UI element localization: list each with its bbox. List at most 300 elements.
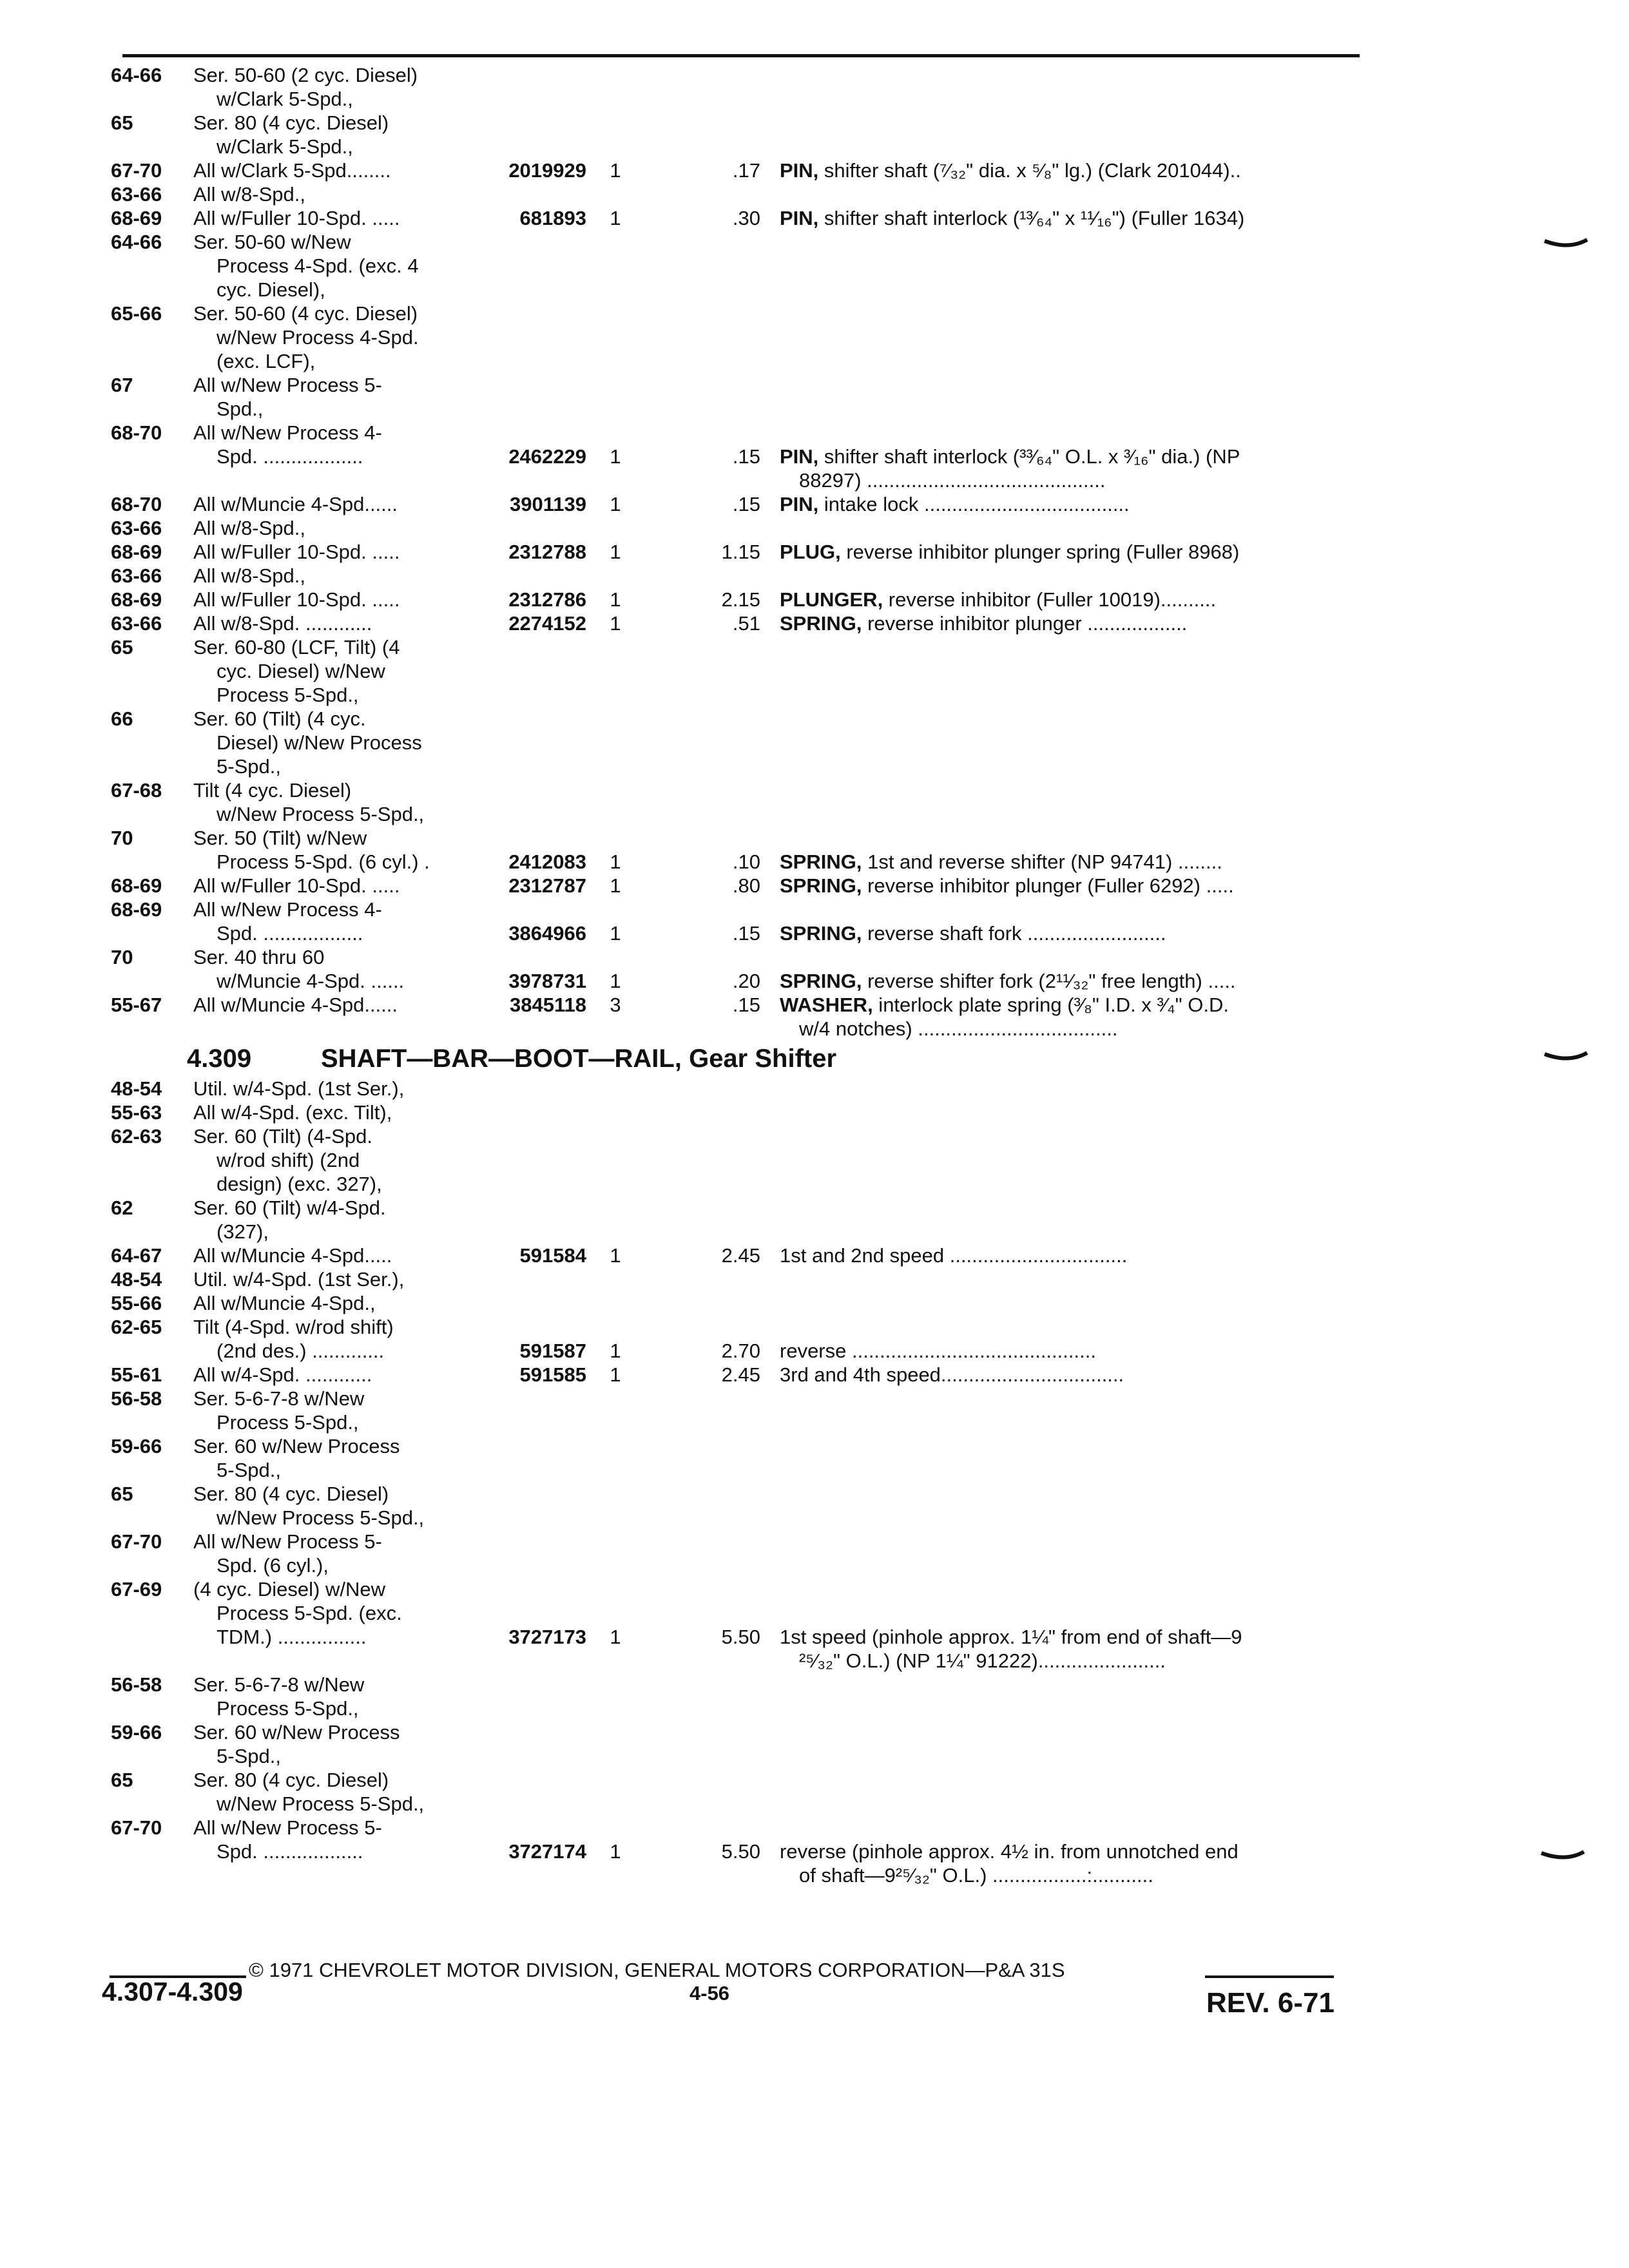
part-number: 591587: [519, 1340, 586, 1362]
model-years: 65: [111, 1483, 133, 1505]
quantity: 1: [610, 1363, 621, 1386]
part-row: [0, 325, 1629, 349]
description: [780, 850, 1222, 874]
application: Spd. ..................: [217, 922, 363, 945]
margin-mark-1: [1543, 236, 1588, 255]
application: design) (exc. 327),: [217, 1173, 382, 1195]
description: [780, 588, 1216, 611]
price: 5.50: [721, 1840, 760, 1863]
part-row: [0, 373, 1629, 397]
description-text: reverse shifter fork (2¹¹⁄₃₂" free length) .....: [862, 970, 1236, 992]
part-number: 2312786: [508, 588, 586, 611]
description-text: ²⁵⁄₃₂" O.L.) (NP 1¼" 91222).......................: [799, 1649, 1166, 1672]
application: All w/New Process 4-: [193, 898, 382, 921]
description-text: of shaft—9²⁵⁄₃₂" O.L.) .................:...........: [799, 1864, 1153, 1887]
application: w/Muncie 4-Spd. ......: [217, 970, 405, 992]
part-name: SPRING,: [780, 922, 862, 945]
part-row: [0, 1124, 1629, 1148]
application: Ser. 60 (Tilt) (4-Spd.: [193, 1125, 372, 1148]
description-text: reverse ............................................: [780, 1340, 1096, 1362]
model-years: 56-58: [111, 1673, 162, 1696]
part-row: [0, 588, 1629, 611]
part-number: 3901139: [510, 493, 586, 515]
application: (2nd des.) .............: [217, 1340, 385, 1362]
part-number: 3845118: [510, 994, 586, 1016]
application: All w/8-Spd.,: [193, 517, 306, 539]
section-number: 4.309: [187, 1044, 252, 1073]
description-text: 88297) ...........................................: [799, 469, 1106, 492]
application: Ser. 40 thru 60: [193, 946, 325, 968]
application: cyc. Diesel),: [217, 278, 325, 301]
price: .30: [732, 207, 760, 229]
application: All w/4-Spd. ............: [193, 1363, 372, 1386]
model-years: 62-63: [111, 1125, 162, 1148]
price: .51: [732, 612, 760, 635]
model-years: 65: [111, 1769, 133, 1791]
part-row: [0, 1363, 1629, 1387]
part-row: [0, 1077, 1629, 1100]
application: All w/Fuller 10-Spd. .....: [193, 541, 400, 563]
part-row: [0, 492, 1629, 516]
application: All w/Muncie 4-Spd.....: [193, 1244, 392, 1267]
part-name: PIN,: [780, 445, 819, 468]
description: [780, 1625, 1242, 1649]
application: All w/Fuller 10-Spd. .....: [193, 588, 400, 611]
part-row: [0, 159, 1629, 182]
part-row: [0, 1434, 1629, 1458]
quantity: 1: [610, 850, 621, 873]
application: All w/8-Spd.,: [193, 183, 306, 206]
model-years: 67: [111, 374, 133, 396]
part-row: [0, 1267, 1629, 1291]
part-row: [0, 1148, 1629, 1172]
description-text: reverse (pinhole approx. 4½ in. from unnotched end: [780, 1840, 1239, 1863]
part-name: PLUG,: [780, 541, 841, 563]
description: [799, 468, 1106, 492]
part-row: [0, 921, 1629, 945]
model-years: 64-66: [111, 64, 162, 86]
part-row: [0, 1387, 1629, 1410]
part-row: [0, 993, 1629, 1017]
part-row: [0, 731, 1629, 754]
model-years: 59-66: [111, 1435, 162, 1457]
part-row: [0, 826, 1629, 850]
section-title: SHAFT—BAR—BOOT—RAIL, Gear Shifter: [321, 1044, 837, 1073]
application: Ser. 50 (Tilt) w/New: [193, 827, 367, 849]
part-name: PIN,: [780, 159, 819, 182]
part-name: SPRING,: [780, 970, 862, 992]
part-row: [0, 278, 1629, 302]
part-number: 591584: [519, 1244, 586, 1267]
application: All w/Clark 5-Spd........: [193, 159, 391, 182]
quantity: 1: [610, 493, 621, 515]
model-years: 68-69: [111, 898, 162, 921]
application: Spd.,: [217, 398, 264, 420]
part-number: 3727173: [508, 1626, 586, 1648]
part-row: [0, 850, 1629, 874]
application: All w/New Process 5-: [193, 1816, 382, 1839]
model-years: 55-63: [111, 1101, 162, 1124]
margin-mark-2: [1543, 1049, 1588, 1068]
part-row: [0, 1506, 1629, 1530]
part-row: [0, 1720, 1629, 1744]
part-row: [0, 1315, 1629, 1339]
description: [780, 1339, 1096, 1363]
price: 2.70: [721, 1340, 760, 1362]
quantity: 3: [610, 994, 621, 1016]
part-name: PIN,: [780, 207, 819, 229]
price: .15: [732, 493, 760, 515]
application: Process 5-Spd.,: [217, 1411, 359, 1434]
application: All w/4-Spd. (exc. Tilt),: [193, 1101, 392, 1124]
part-number: 2274152: [508, 612, 586, 635]
quantity: 1: [610, 970, 621, 992]
part-number: 2462229: [508, 445, 586, 468]
part-row: [0, 1100, 1629, 1124]
part-row: [0, 63, 1629, 87]
quantity: 1: [610, 588, 621, 611]
application: (exc. LCF),: [217, 350, 316, 372]
model-years: 62-65: [111, 1316, 162, 1338]
part-row: [0, 206, 1629, 230]
application: Util. w/4-Spd. (1st Ser.),: [193, 1077, 405, 1100]
application: cyc. Diesel) w/New: [217, 660, 385, 682]
description: [780, 921, 1166, 945]
part-row: [0, 1196, 1629, 1220]
model-years: 68-69: [111, 541, 162, 563]
application: Ser. 50-60 (4 cyc. Diesel): [193, 302, 418, 325]
application: All w/Muncie 4-Spd......: [193, 493, 398, 515]
application: All w/8-Spd.,: [193, 564, 306, 587]
price: .15: [732, 922, 760, 945]
part-number: 591585: [519, 1363, 586, 1386]
application: All w/Muncie 4-Spd......: [193, 994, 398, 1016]
part-row: [0, 349, 1629, 373]
description: [780, 1363, 1124, 1387]
description: [799, 1017, 1117, 1041]
description: [780, 159, 1241, 182]
model-years: 63-66: [111, 612, 162, 635]
application: TDM.) ................: [217, 1626, 367, 1648]
application: Process 5-Spd. (6 cyl.) .: [217, 850, 430, 873]
price: 2.15: [721, 588, 760, 611]
application: Process 5-Spd.,: [217, 684, 359, 706]
description-text: 3rd and 4th speed.................................: [780, 1363, 1124, 1386]
application: Tilt (4 cyc. Diesel): [193, 779, 352, 802]
part-row: [0, 683, 1629, 707]
application: 5-Spd.,: [217, 1745, 281, 1767]
application: (327),: [217, 1220, 269, 1243]
part-row: [0, 135, 1629, 159]
application: Ser. 80 (4 cyc. Diesel): [193, 1769, 389, 1791]
part-row: [0, 1673, 1629, 1696]
part-name: SPRING,: [780, 850, 862, 873]
quantity: 1: [610, 1244, 621, 1267]
description: [780, 492, 1130, 516]
part-row: [0, 874, 1629, 898]
part-number: 3864966: [508, 922, 586, 945]
part-name: SPRING,: [780, 612, 862, 635]
page-number: 4-56: [689, 1982, 730, 2004]
quantity: 1: [610, 1840, 621, 1863]
application: Process 5-Spd.,: [217, 1697, 359, 1720]
part-row: [0, 898, 1629, 921]
description-text: reverse shaft fork .........................: [862, 922, 1166, 945]
description: [780, 445, 1240, 468]
application: Ser. 80 (4 cyc. Diesel): [193, 1483, 389, 1505]
model-years: 59-66: [111, 1721, 162, 1744]
part-row: [0, 1017, 1629, 1041]
application: 5-Spd.,: [217, 1459, 281, 1481]
description-text: w/4 notches) ....................................: [799, 1017, 1118, 1040]
model-years: 68-69: [111, 207, 162, 229]
application: w/New Process 5-Spd.,: [217, 1506, 425, 1529]
description-text: 1st speed (pinhole approx. 1¼" from end of shaft—9: [780, 1626, 1242, 1648]
part-row: [0, 1744, 1629, 1768]
model-years: 65: [111, 636, 133, 658]
part-row: [0, 1530, 1629, 1553]
description-text: intake lock .....................................: [818, 493, 1130, 515]
model-years: 55-67: [111, 994, 162, 1016]
part-row: [0, 1768, 1629, 1792]
application: All w/Muncie 4-Spd.,: [193, 1292, 376, 1314]
part-name: SPRING,: [780, 874, 862, 897]
part-row: [0, 302, 1629, 325]
model-years: 67-70: [111, 1816, 162, 1839]
part-row: [0, 1863, 1629, 1887]
part-row: [0, 1696, 1629, 1720]
application: Ser. 80 (4 cyc. Diesel): [193, 111, 389, 134]
description: [780, 1840, 1239, 1863]
model-years: 63-66: [111, 564, 162, 587]
part-name: PIN,: [780, 493, 819, 515]
parts-group-4-308: [0, 63, 1629, 1041]
application: Process 4-Spd. (exc. 4: [217, 255, 419, 277]
model-years: 48-54: [111, 1268, 162, 1291]
part-row: [0, 445, 1629, 468]
description-text: reverse inhibitor plunger ..................: [862, 612, 1188, 635]
application: All w/New Process 4-: [193, 421, 382, 444]
part-row: [0, 611, 1629, 635]
application: w/Clark 5-Spd.,: [217, 88, 353, 110]
part-row: [0, 468, 1629, 492]
parts-group-4-309: [0, 1077, 1629, 1887]
model-years: 65: [111, 111, 133, 134]
application: Process 5-Spd. (exc.: [217, 1602, 402, 1624]
part-number: 3727174: [508, 1840, 586, 1863]
part-row: [0, 945, 1629, 969]
part-row: [0, 1577, 1629, 1601]
description-text: interlock plate spring (³⁄₈" I.D. x ³⁄₄" O.D.: [872, 994, 1229, 1016]
description-text: 1st and reverse shifter (NP 94741) ........: [862, 850, 1222, 873]
price: .17: [732, 159, 760, 182]
description-text: reverse inhibitor plunger spring (Fuller 8968): [840, 541, 1240, 563]
part-row: [0, 1291, 1629, 1315]
part-row: [0, 1649, 1629, 1673]
quantity: 1: [610, 1626, 621, 1648]
application: w/New Process 4-Spd.: [217, 326, 419, 349]
application: w/Clark 5-Spd.,: [217, 135, 353, 158]
model-years: 67-68: [111, 779, 162, 802]
price: 5.50: [721, 1626, 760, 1648]
part-row: [0, 1220, 1629, 1244]
application: Ser. 60 (Tilt) (4 cyc.: [193, 707, 366, 730]
description-text: shifter shaft (⁷⁄₃₂" dia. x ⁵⁄₈" lg.) (Clark 201044)..: [818, 159, 1241, 182]
application: Ser. 5-6-7-8 w/New: [193, 1673, 365, 1696]
application: All w/Fuller 10-Spd. .....: [193, 207, 400, 229]
price: 2.45: [721, 1363, 760, 1386]
part-row: [0, 540, 1629, 564]
application: All w/New Process 5-: [193, 374, 382, 396]
price: .20: [732, 970, 760, 992]
part-row: [0, 564, 1629, 588]
application: Spd. ..................: [217, 1840, 363, 1863]
quantity: 1: [610, 922, 621, 945]
part-row: [0, 397, 1629, 421]
model-years: 68-70: [111, 493, 162, 515]
description-text: shifter shaft interlock (¹³⁄₆₄" x ¹¹⁄₁₆") (Fuller 1634): [818, 207, 1245, 229]
part-number: 2019929: [508, 159, 586, 182]
part-name: PLUNGER,: [780, 588, 883, 611]
quantity: 1: [610, 874, 621, 897]
model-years: 68-69: [111, 588, 162, 611]
part-row: [0, 802, 1629, 826]
model-years: 63-66: [111, 517, 162, 539]
description: [780, 969, 1236, 993]
application: Spd. ..................: [217, 445, 363, 468]
application: All w/8-Spd. ............: [193, 612, 372, 635]
part-number: 2312787: [508, 874, 586, 897]
part-row: [0, 1625, 1629, 1649]
part-row: [0, 659, 1629, 683]
model-years: 48-54: [111, 1077, 162, 1100]
part-row: [0, 1458, 1629, 1482]
application: Util. w/4-Spd. (1st Ser.),: [193, 1268, 405, 1291]
part-row: [0, 230, 1629, 254]
description: [780, 993, 1229, 1017]
part-row: [0, 516, 1629, 540]
part-number: 2312788: [508, 541, 586, 563]
quantity: 1: [610, 541, 621, 563]
model-years: 63-66: [111, 183, 162, 206]
application: w/New Process 5-Spd.,: [217, 803, 425, 825]
revision-label: REV. 6-71: [1206, 1987, 1335, 2019]
application: Ser. 60 w/New Process: [193, 1721, 400, 1744]
application: 5-Spd.,: [217, 755, 281, 778]
part-number: 2412083: [508, 850, 586, 873]
model-years: 67-69: [111, 1578, 162, 1600]
section-heading: [0, 1041, 1629, 1077]
part-row: [0, 1816, 1629, 1840]
model-years: 70: [111, 946, 133, 968]
description: [780, 540, 1239, 564]
description: [780, 1244, 1127, 1267]
model-years: 68-69: [111, 874, 162, 897]
description: [780, 611, 1187, 635]
application: Ser. 50-60 (2 cyc. Diesel): [193, 64, 418, 86]
price: .80: [732, 874, 760, 897]
part-row: [0, 1482, 1629, 1506]
application: Ser. 50-60 w/New: [193, 231, 351, 253]
description-text: 1st and 2nd speed ................................: [780, 1244, 1128, 1267]
description: [780, 206, 1244, 230]
application: Diesel) w/New Process: [217, 731, 422, 754]
model-years: 55-61: [111, 1363, 162, 1386]
part-row: [0, 111, 1629, 135]
copyright-text: © 1971 CHEVROLET MOTOR DIVISION, GENERAL MOTORS CORPORATION—P&A 31S: [249, 1959, 1065, 1981]
model-years: 66: [111, 707, 133, 730]
model-years: 64-67: [111, 1244, 162, 1267]
part-row: [0, 1601, 1629, 1625]
application: w/rod shift) (2nd: [217, 1149, 360, 1171]
part-row: [0, 182, 1629, 206]
description-text: reverse inhibitor (Fuller 10019)..........: [883, 588, 1217, 611]
application: Ser. 5-6-7-8 w/New: [193, 1387, 365, 1410]
model-years: 65-66: [111, 302, 162, 325]
part-row: [0, 1840, 1629, 1863]
application: Ser. 60 w/New Process: [193, 1435, 400, 1457]
description-text: reverse inhibitor plunger (Fuller 6292) .....: [862, 874, 1234, 897]
quantity: 1: [610, 159, 621, 182]
application: (4 cyc. Diesel) w/New: [193, 1578, 385, 1600]
part-row: [0, 1792, 1629, 1816]
part-row: [0, 969, 1629, 993]
copyright-line: [110, 1957, 1347, 1983]
price: .15: [732, 994, 760, 1016]
model-years: 55-66: [111, 1292, 162, 1314]
application: Tilt (4-Spd. w/rod shift): [193, 1316, 394, 1338]
model-years: 67-70: [111, 1530, 162, 1553]
quantity: 1: [610, 612, 621, 635]
part-row: [0, 1410, 1629, 1434]
model-years: 67-70: [111, 159, 162, 182]
parts-listing: [0, 63, 1629, 1887]
application: All w/New Process 5-: [193, 1530, 382, 1553]
part-name: WASHER,: [780, 994, 873, 1016]
part-row: [0, 1339, 1629, 1363]
part-row: [0, 254, 1629, 278]
description: [799, 1863, 1153, 1887]
part-row: [0, 778, 1629, 802]
copyright-rule-right: [1205, 1975, 1334, 1978]
part-row: [0, 707, 1629, 731]
description-text: shifter shaft interlock (³³⁄₆₄" O.L. x ³⁄₁₆" dia.) (NP: [818, 445, 1240, 468]
margin-mark-3: [1540, 1848, 1585, 1867]
application: Ser. 60-80 (LCF, Tilt) (4: [193, 636, 400, 658]
price: 2.45: [721, 1244, 760, 1267]
top-rule: [122, 54, 1360, 57]
quantity: 1: [610, 1340, 621, 1362]
model-years: 62: [111, 1196, 133, 1219]
model-years: 70: [111, 827, 133, 849]
description: [799, 1649, 1166, 1673]
part-row: [0, 1553, 1629, 1577]
model-years: 64-66: [111, 231, 162, 253]
application: Spd. (6 cyl.),: [217, 1554, 329, 1577]
part-row: [0, 87, 1629, 111]
part-number: 681893: [519, 207, 586, 229]
application: All w/Fuller 10-Spd. .....: [193, 874, 400, 897]
description: [780, 874, 1234, 898]
price: .10: [732, 850, 760, 873]
application: Ser. 60 (Tilt) w/4-Spd.: [193, 1196, 386, 1219]
part-row: [0, 421, 1629, 445]
part-row: [0, 635, 1629, 659]
part-row: [0, 1172, 1629, 1196]
quantity: 1: [610, 207, 621, 229]
price: .15: [732, 445, 760, 468]
part-number: 3978731: [508, 970, 586, 992]
